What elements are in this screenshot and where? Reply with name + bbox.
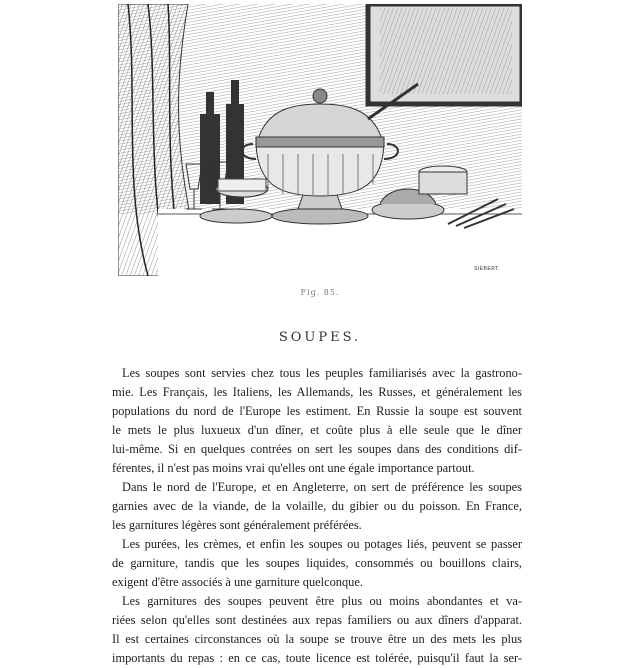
text-line: populations du nord de l'Europe les estiment. En Russie la soupe est souvent — [112, 404, 522, 418]
text-line: Les garnitures des soupes peuvent être plus ou moins abondantes et va- — [122, 594, 522, 608]
text-line: lui-même. Si en quelques contrées on sert les soupes dans des conditions dif- — [112, 442, 522, 456]
text-line: Les soupes sont servies chez tous les peuples familiarisés avec la gastrono- — [122, 366, 522, 380]
section-title: SOUPES. — [278, 330, 362, 345]
text-line: garnies avec de la viande, de la volaille, du gibier ou du poisson. En France, — [112, 499, 522, 513]
text-line: mie. Les Français, les Italiens, les Allemands, les Russes, et généralement les — [112, 385, 522, 399]
text-line: riées selon qu'elles sont destinées aux repas familiers ou aux dîners d'apparat. — [112, 613, 522, 627]
text-line: les garnitures légères sont généralement préférées. — [112, 518, 362, 532]
text-line: exigent d'être associés à une garniture quelconque. — [112, 575, 363, 589]
text-line: férentes, il n'est pas moins vrai qu'elles ont une égale importance partout. — [112, 461, 475, 475]
text-line: Dans le nord de l'Europe, et en Angleterre, on sert de préférence les soupes — [122, 480, 522, 494]
soup-tureen-illustration — [118, 4, 522, 276]
engraver-signature: SIEBERT — [474, 266, 499, 272]
figure-caption: Fig. 85. — [300, 288, 340, 297]
text-line: Il est certaines circonstances où la soupe se trouve être un des mets les plus — [112, 632, 522, 646]
text-line: Les purées, les crèmes, et enfin les soupes ou potages liés, peuvent se passer — [122, 537, 522, 551]
text-line: importants du repas : en ce cas, toute licence est tolérée, puisqu'il faut la ser- — [112, 651, 522, 665]
text-line: le mets le plus luxueux d'un dîner, et coûte plus à elle seule que le dîner — [112, 423, 522, 437]
text-line: de garniture, tandis que les soupes liquides, consommés ou bouillons clairs, — [112, 556, 522, 570]
